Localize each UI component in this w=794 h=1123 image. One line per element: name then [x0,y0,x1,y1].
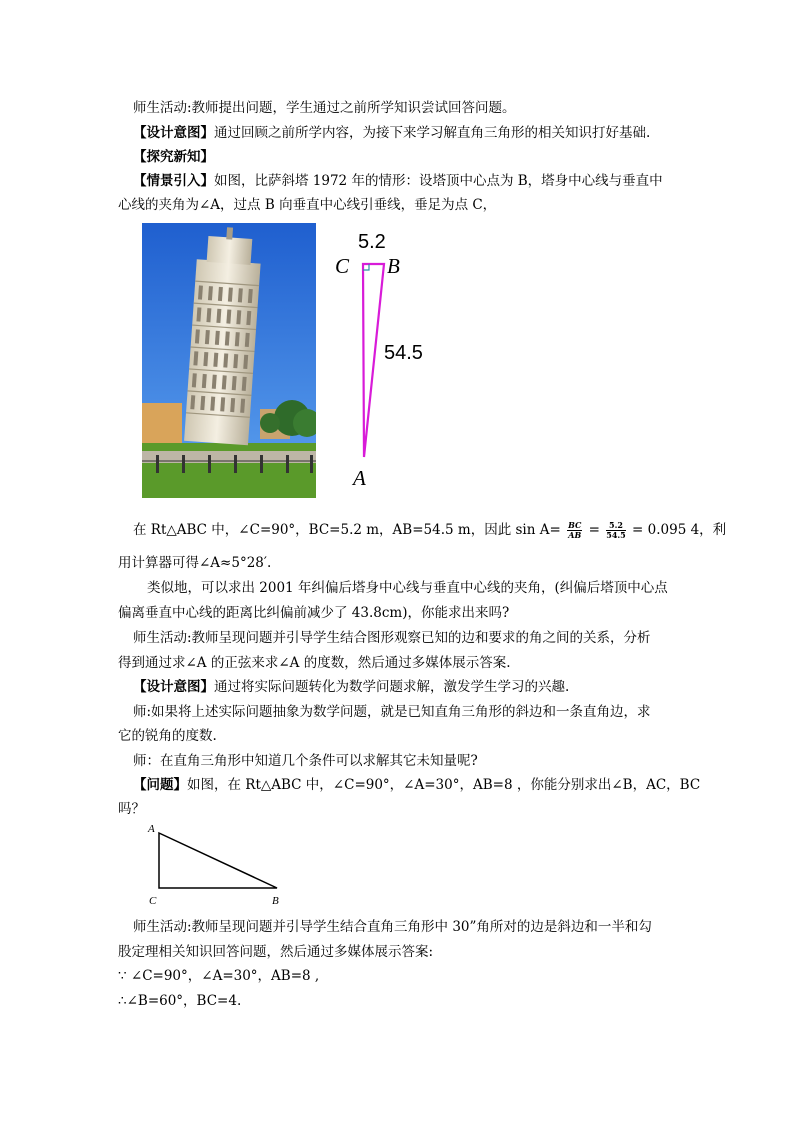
paragraph-6-text-a: 在 Rt△ABC 中，∠C=90°，BC=5.2 m，AB=54.5 m，因此 sin A= [133,522,561,538]
fig2-label-c: C [149,895,157,907]
fig2-label-b: B [272,895,279,907]
paragraph-2-text: 通过回顾之前所学内容，为接下来学习解直角三角形的相关知识打好基础. [214,125,651,141]
paragraph-6-text-b: = 0.095 4，利 [632,522,727,538]
paragraph-16 [133,775,701,795]
paragraph-20: ∵ ∠C=90°，∠A=30°，AB=8 , [118,968,320,984]
design-intent-tag: 【设计意图】 [133,125,214,141]
paragraph-9: 偏离垂直中心线的距离比纠偏前减少了 43.8cm)，你能求出来吗? [118,605,510,621]
paragraph-21: ∴∠B=60°，BC=4. [118,993,242,1009]
design-intent-tag: 【设计意图】 [133,679,214,695]
fraction-denominator: AB [568,530,582,540]
paragraph-18: 师生活动:教师呈现问题并引导学生结合直角三角形中 30”角所对的边是斜边和一半和勾 [133,919,652,935]
scenario-tag: 【情景引入】 [133,173,214,189]
paragraph-15: 师：在直角三角形中知道几个条件可以求解其它未知量呢? [133,753,478,769]
fig1-side-length: 54.5 [384,342,423,364]
fig1-label-a: A [353,466,366,490]
paragraph-16-text: 如图，在 Rt△ABC 中，∠C=90°，∠A=30°，AB=8 ，你能分别求出∠B，AC，BC [187,777,701,793]
paragraph-12-text: 通过将实际问题转化为数学问题求解，激发学生学习的兴趣. [214,679,570,695]
section-heading-explore: 【探究新知】 [133,149,214,165]
fig2-label-a: A [148,823,155,835]
paragraph-13: 师:如果将上述实际问题抽象为数学问题，就是已知直角三角形的斜边和一条直角边，求 [133,704,651,720]
triangle-figure-1 [320,215,470,495]
leaning-tower-photo [142,223,316,498]
fig1-top-length: 5.2 [358,231,386,253]
paragraph-7: 用计算器可得∠A≈5°28′. [118,555,272,571]
paragraph-10: 师生活动:教师呈现问题并引导学生结合图形观察已知的边和要求的角之间的关系，分析 [133,630,651,646]
fraction-bc-over-ab [567,521,582,540]
question-tag: 【问题】 [133,777,187,793]
paragraph-6 [133,520,727,540]
paragraph-4 [133,171,693,191]
fig1-label-c: C [335,254,350,278]
triangle-abc-outline [159,833,277,888]
paragraph-19: 股定理相关知识回答问题，然后通过多媒体展示答案: [118,944,434,960]
fraction-denominator: 54.5 [606,530,626,540]
paragraph-12 [133,677,693,697]
paragraph-17: 吗？ [118,801,145,817]
paragraph-14: 它的锐角的度数. [118,728,217,744]
paragraph-5: 心线的夹角为∠A，过点 B 向垂直中心线引垂线，垂足为点 C， [118,197,497,213]
paragraph-2 [133,123,693,143]
paragraph-1: 师生活动:教师提出问题，学生通过之前所学知识尝试回答问题。 [133,100,516,116]
fraction-values [606,521,625,540]
paragraph-11: 得到通过求∠A 的正弦来求∠A 的度数，然后通过多媒体展示答案. [118,655,511,671]
fraction-numerator: 5.2 [606,521,625,531]
paragraph-8: 类似地，可以求出 2001 年纠偏后塔身中心线与垂直中心线的夹角，(纠偏后塔顶中心点 [147,580,668,596]
triangle-figure-2 [140,818,290,908]
equals-sign: = [588,522,600,538]
paragraph-4-text: 如图，比萨斜塔 1972 年的情形：设塔顶中心点为 B，塔身中心线与垂直中 [214,173,663,189]
triangle-abc-outline [363,264,384,457]
fraction-numerator: BC [568,520,582,530]
fig1-label-b: B [387,254,400,278]
